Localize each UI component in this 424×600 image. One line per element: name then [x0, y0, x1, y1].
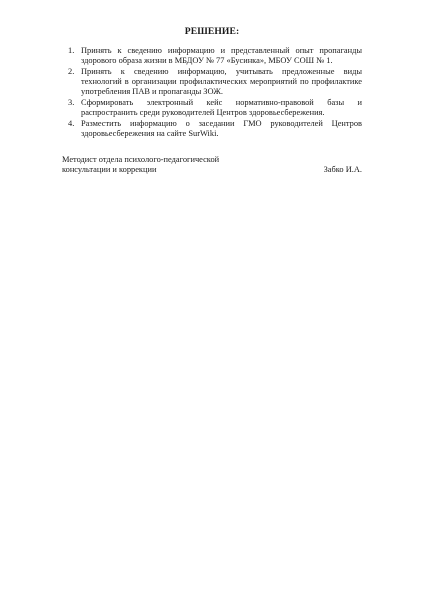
signatory-name: Забко И.А.	[323, 165, 362, 174]
decision-item-1	[62, 46, 362, 66]
signatory-position	[62, 155, 242, 175]
position-line-2: консультации и коррекции	[62, 165, 157, 174]
decision-item-3	[62, 98, 362, 118]
item-text: Принять к сведению информацию, учитывать предложенные виды технологий в организации профилактических мероприятий по профилактике употребления ПАВ и пропаганды ЗОЖ.	[81, 67, 362, 96]
item-number: 4.	[68, 119, 75, 128]
decision-item-4	[62, 119, 362, 139]
decision-title: РЕШЕНИЕ:	[184, 26, 240, 37]
position-line-1: Методист отдела психолого-педагогической	[62, 155, 220, 164]
item-number: 1.	[68, 46, 75, 55]
item-text: Сформировать электронный кейс нормативно-правовой базы и распространить среди руководителей Центров здоровьесбережения.	[81, 98, 362, 117]
decision-list	[62, 46, 362, 140]
item-number: 3.	[68, 98, 75, 107]
item-number: 2.	[68, 67, 75, 76]
decision-item-2	[62, 67, 362, 97]
item-text: Принять к сведению информацию и представленный опыт пропаганды здорового образа жизни в МБДОУ № 77 «Бусинка», МБОУ СОШ № 1.	[81, 46, 362, 65]
item-text: Разместить информацию о заседании ГМО руководителей Центров здоровьесбережения на сайте SurWiki.	[81, 119, 362, 138]
